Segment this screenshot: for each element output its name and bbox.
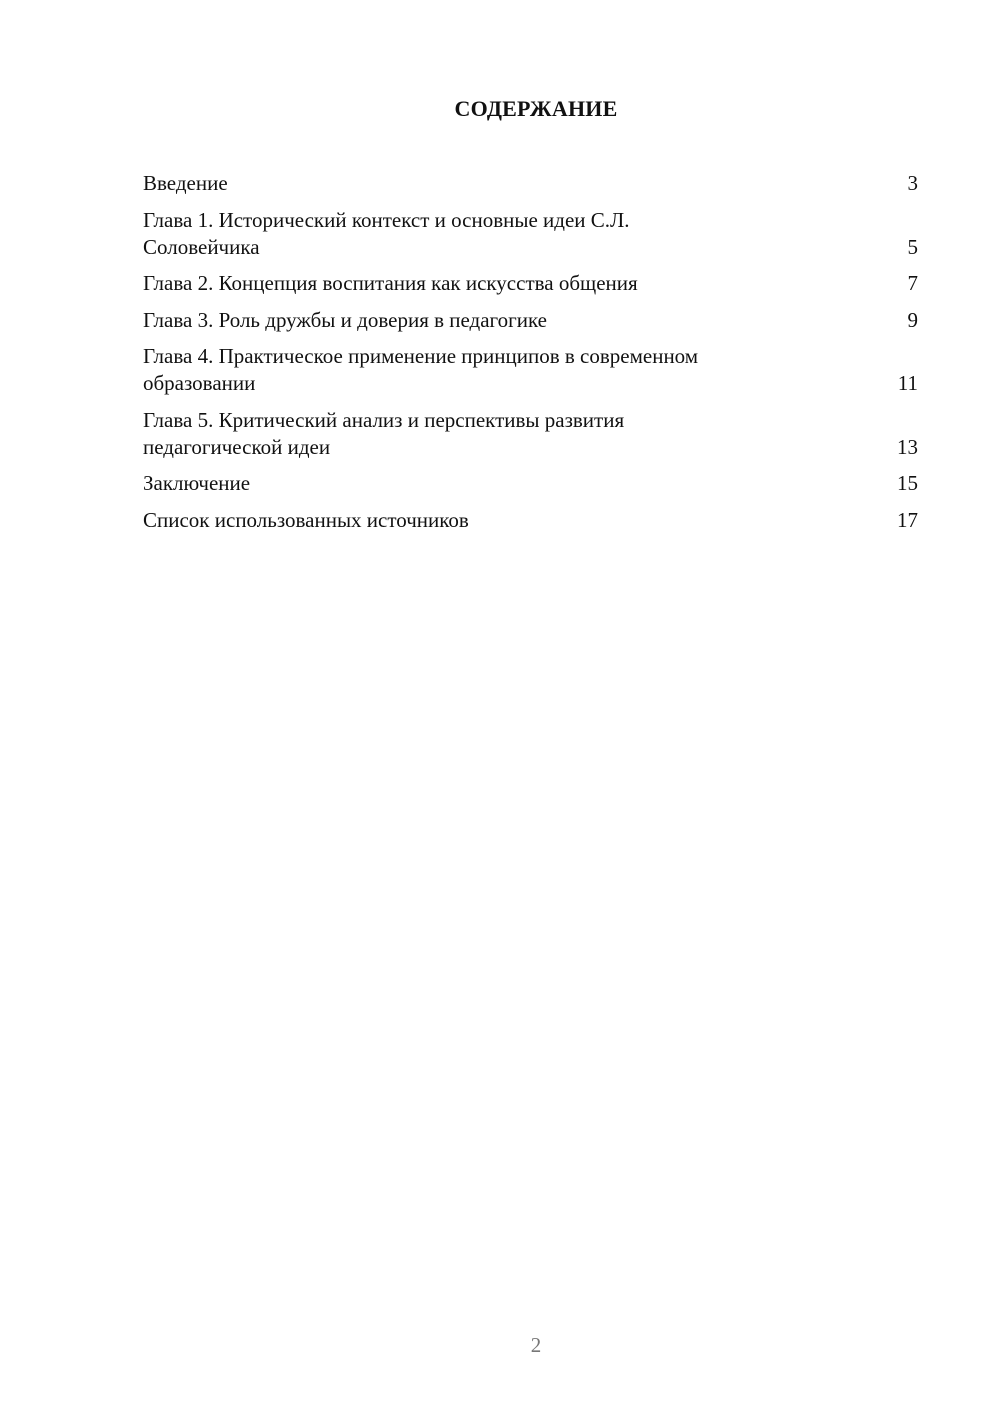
toc-entry-label: Глава 1. Исторический контекст и основные идеи С.Л. Соловейчика xyxy=(143,207,630,259)
toc-entry-label: Введение xyxy=(143,171,228,195)
toc-entry-chapter-1 xyxy=(143,207,918,261)
toc-entry-page: 17 xyxy=(897,507,918,532)
toc-entry-page: 9 xyxy=(907,307,918,332)
toc-entry-label: Глава 4. Практическое применение принципов в современном образовании xyxy=(143,344,699,395)
toc-entry-page: 7 xyxy=(907,271,918,295)
table-of-contents xyxy=(143,170,918,543)
toc-entry-page: 3 xyxy=(907,171,918,195)
toc-entry-label: Глава 2. Концепция воспитания как искусства общения xyxy=(143,271,638,295)
toc-entry-label: Глава 3. Роль дружбы и доверия в педагогике xyxy=(143,307,547,332)
toc-entry-introduction xyxy=(143,170,918,197)
toc-entry-label: Заключение xyxy=(143,471,251,495)
toc-entry-chapter-5 xyxy=(143,407,918,461)
toc-entry-references xyxy=(143,507,918,534)
toc-entry-chapter-2 xyxy=(143,270,918,297)
toc-entry-conclusion xyxy=(143,470,918,497)
toc-entry-page: 11 xyxy=(897,371,918,395)
page-title: СОДЕРЖАНИЕ xyxy=(454,96,618,121)
toc-entry-page: 13 xyxy=(897,434,918,459)
toc-entry-chapter-3 xyxy=(143,307,918,334)
toc-entry-page: 15 xyxy=(897,471,918,495)
toc-entry-chapter-4 xyxy=(143,343,918,397)
toc-entry-label: Список использованных источников xyxy=(143,507,469,532)
toc-entry-label: Глава 5. Критический анализ и перспективы развития педагогической идеи xyxy=(143,407,625,459)
page-number: 2 xyxy=(530,1333,542,1357)
toc-entry-page: 5 xyxy=(907,234,918,259)
